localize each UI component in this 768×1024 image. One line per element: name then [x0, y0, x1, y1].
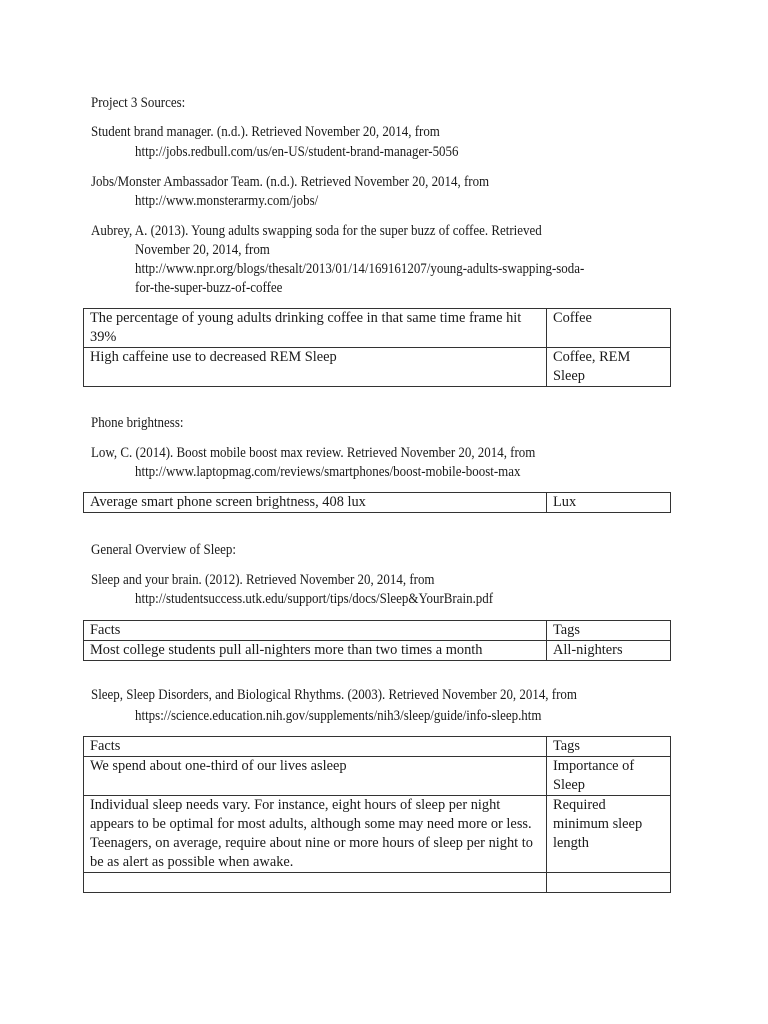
tag-cell: All-nighters [547, 641, 671, 661]
table-header-row [84, 621, 671, 641]
reference-utk-line1: Sleep and your brain. (2012). Retrieved November 20, 2014, from [91, 572, 435, 588]
reference-nih-url: https://science.education.nih.gov/supplements/nih3/sleep/guide/info-sleep.htm [135, 708, 542, 724]
table-row [84, 348, 671, 387]
reference-npr-line1: Aubrey, A. (2013). Young adults swapping soda for the super buzz of coffee. Retrieved [91, 223, 542, 239]
reference-nih-line1: Sleep, Sleep Disorders, and Biological Rhythms. (2003). Retrieved November 20, 2014, from [91, 687, 577, 703]
document-heading: Project 3 Sources: [91, 95, 186, 111]
reference-npr-line2: November 20, 2014, from [135, 242, 270, 258]
section-phone-brightness: Phone brightness: [91, 415, 184, 431]
table-row [84, 641, 671, 661]
table-row [84, 309, 671, 348]
tag-cell: Importance of Sleep [547, 757, 671, 796]
header-tags: Tags [547, 621, 671, 641]
fact-cell: High caffeine use to decreased REM Sleep [84, 348, 547, 387]
fact-cell: Average smart phone screen brightness, 408 lux [84, 493, 547, 513]
lux-facts-table [83, 492, 671, 513]
reference-utk-url: http://studentsuccess.utk.edu/support/tips/docs/Sleep&YourBrain.pdf [135, 591, 494, 607]
reference-npr-url-cont: for-the-super-buzz-of-coffee [135, 280, 283, 296]
utk-facts-table [83, 620, 671, 661]
tag-cell: Coffee, REM Sleep [547, 348, 671, 387]
table-header-row [84, 737, 671, 757]
reference-laptopmag-line1: Low, C. (2014). Boost mobile boost max review. Retrieved November 20, 2014, from [91, 445, 536, 461]
header-facts: Facts [84, 737, 547, 757]
tag-cell: Coffee [547, 309, 671, 348]
reference-monster-line1: Jobs/Monster Ambassador Team. (n.d.). Retrieved November 20, 2014, from [91, 174, 490, 190]
table-row [84, 493, 671, 513]
table-row [84, 796, 671, 873]
fact-cell: Individual sleep needs vary. For instance, eight hours of sleep per night appears to be optimal for most adults, although some may need more or less. Teenagers, on average, require about nine or more hours of sleep per night to be as alert as possible when awake. [84, 796, 547, 873]
reference-redbull-url: http://jobs.redbull.com/us/en-US/student-brand-manager-5056 [135, 144, 459, 160]
reference-redbull-line1: Student brand manager. (n.d.). Retrieved November 20, 2014, from [91, 124, 440, 140]
tag-cell [547, 873, 671, 893]
tag-cell: Lux [547, 493, 671, 513]
reference-monster-url: http://www.monsterarmy.com/jobs/ [135, 193, 319, 209]
nih-facts-table [83, 736, 671, 893]
reference-npr-url: http://www.npr.org/blogs/thesalt/2013/01/14/169161207/young-adults-swapping-soda- [135, 261, 585, 277]
coffee-facts-table [83, 308, 671, 387]
fact-cell: We spend about one-third of our lives asleep [84, 757, 547, 796]
header-tags: Tags [547, 737, 671, 757]
fact-cell [84, 873, 547, 893]
header-facts: Facts [84, 621, 547, 641]
fact-cell: The percentage of young adults drinking coffee in that same time frame hit 39% [84, 309, 547, 348]
tag-cell: Required minimum sleep length [547, 796, 671, 873]
table-row [84, 757, 671, 796]
table-row-empty [84, 873, 671, 893]
reference-laptopmag-url: http://www.laptopmag.com/reviews/smartphones/boost-mobile-boost-max [135, 464, 521, 480]
fact-cell: Most college students pull all-nighters more than two times a month [84, 641, 547, 661]
section-general-sleep: General Overview of Sleep: [91, 542, 236, 558]
